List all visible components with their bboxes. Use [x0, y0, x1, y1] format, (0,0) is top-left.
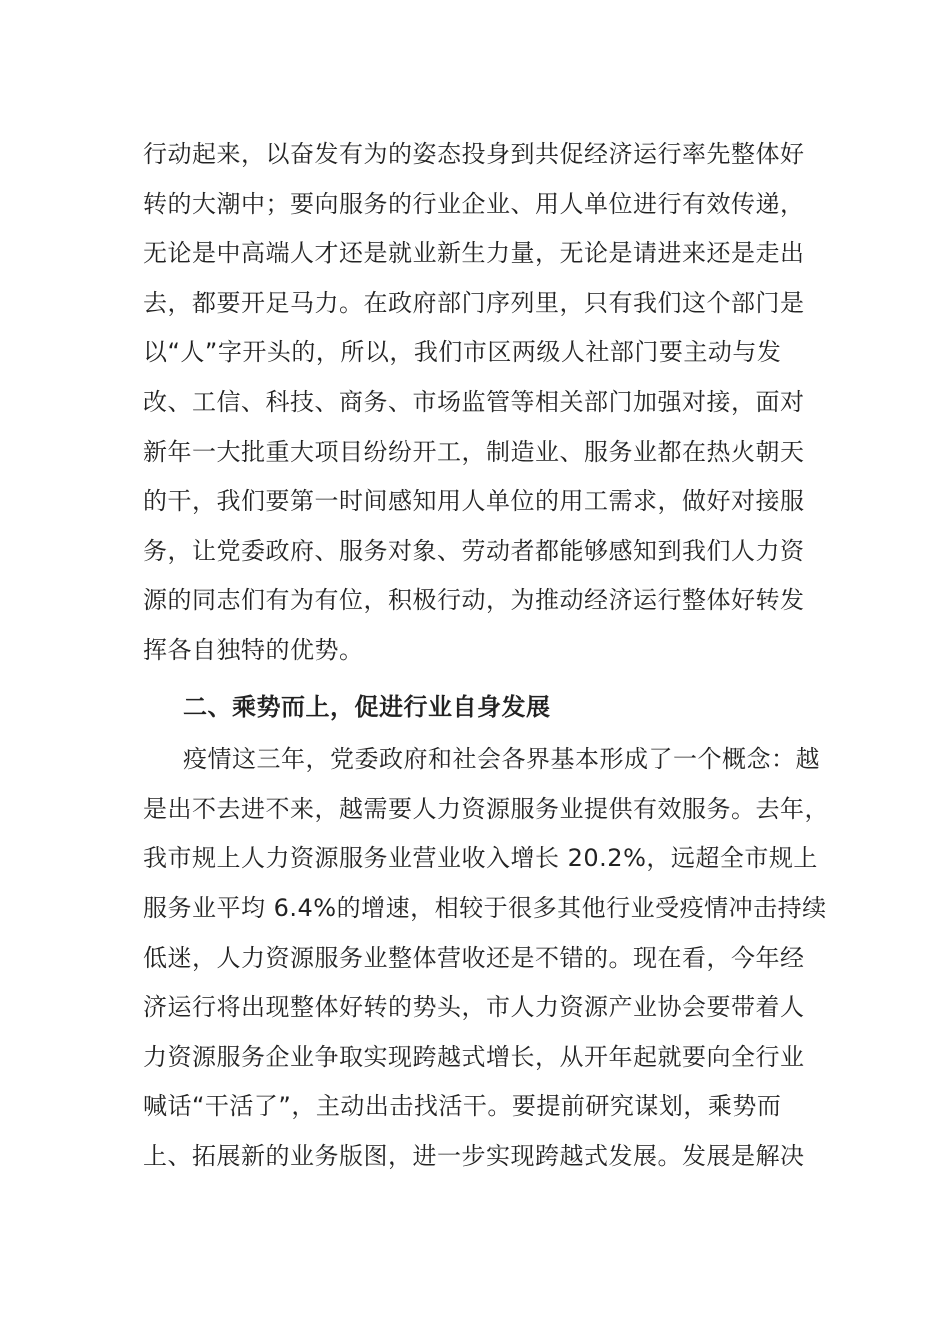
- text-line: 低迷，人力资源服务业整体营收还是不错的。现在看，今年经: [143, 943, 805, 972]
- text-line: 我市规上人力资源服务业营业收入增长 20.2%，远超全市规上: [143, 844, 818, 873]
- text-line: 挥各自独特的优势。: [143, 635, 364, 664]
- text-line: 服务业平均 6.4%的增速，相较于很多其他行业受疫情冲击持续: [143, 893, 827, 922]
- paragraph-2: [143, 735, 829, 1181]
- text-line: 的干，我们要第一时间感知用人单位的用工需求，做好对接服: [143, 487, 805, 516]
- text-line: 新年一大批重大项目纷纷开工，制造业、服务业都在热火朝天: [143, 437, 805, 466]
- text-line: 转的大潮中；要向服务的行业企业、用人单位进行有效传递，: [143, 189, 805, 218]
- text-line: 务，让党委政府、服务对象、劳动者都能够感知到我们人力资: [143, 536, 805, 565]
- text-line: 济运行将出现整体好转的势头，市人力资源产业协会要带着人: [143, 993, 805, 1022]
- text-line: 上、拓展新的业务版图，进一步实现跨越式发展。发展是解决: [143, 1141, 805, 1170]
- document-body: [143, 130, 829, 1181]
- paragraph-1: [143, 130, 808, 676]
- text-line: 去，都要开足马力。在政府部门序列里，只有我们这个部门是: [143, 288, 805, 317]
- text-line: 行动起来，以奋发有为的姿态投身到共促经济运行率先整体好: [143, 140, 805, 168]
- text-line: 改、工信、科技、商务、市场监管等相关部门加强对接，面对: [143, 387, 805, 416]
- text-line: 疫情这三年，党委政府和社会各界基本形成了一个概念：越: [183, 745, 820, 774]
- text-line: 无论是中高端人才还是就业新生力量，无论是请进来还是走出: [143, 239, 805, 268]
- text-line: 力资源服务企业争取实现跨越式增长，从开年起就要向全行业: [143, 1042, 805, 1071]
- section-heading: 二、乘势而上，促进行业自身发展: [183, 692, 551, 721]
- text-line: 以“人”字开头的，所以，我们市区两级人社部门要主动与发: [143, 338, 782, 367]
- text-line: 源的同志们有为有位，积极行动，为推动经济运行整体好转发: [143, 586, 805, 615]
- text-line: 喊话“干活了”，主动出击找活干。要提前研究谋划，乘势而: [143, 1092, 782, 1121]
- text-line: 是出不去进不来，越需要人力资源服务业提供有效服务。去年，: [143, 794, 829, 823]
